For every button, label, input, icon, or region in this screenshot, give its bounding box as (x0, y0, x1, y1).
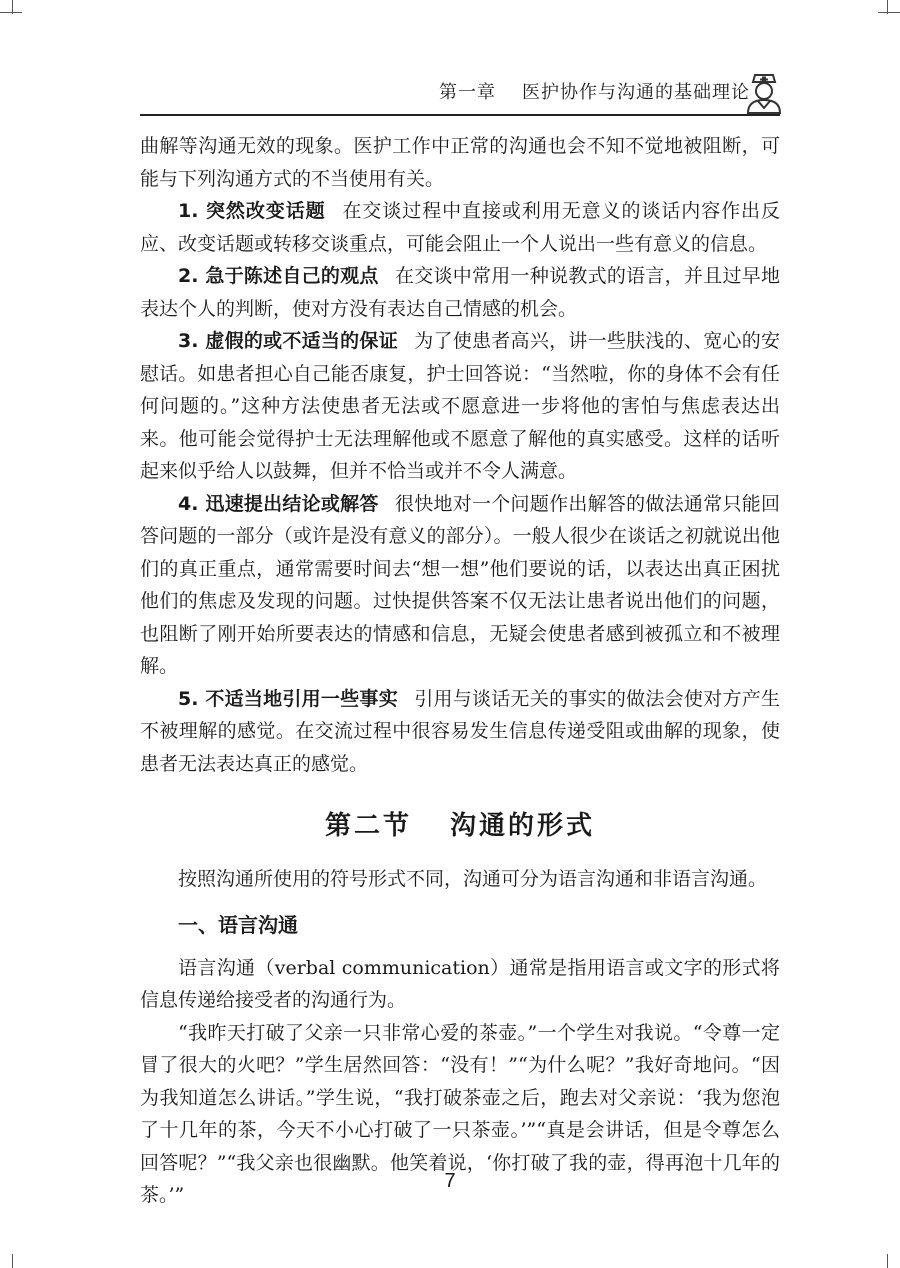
running-header (140, 78, 790, 104)
header-chapter: 第一章 (439, 82, 496, 103)
subsection-title: 一、语言沟通 (178, 913, 298, 937)
crop-mark (887, 1254, 888, 1268)
header-title: 医护协作与沟通的基础理论 (522, 82, 750, 103)
item-heading: 5. 不适当地引用一些事实 (178, 687, 398, 710)
list-item (140, 260, 780, 325)
item-text: 很快地对一个问题作出解答的做法通常只能回答问题的一部分（或许是没有意义的部分）。一般人很少在谈话之初就说出他们的真正重点，通常需要时间去“想一想”他们要说的话，以表达出真正困扰他们的焦虑及发现的问题。过快提供答案不仅无法让患者说出他们的问题，也阻断了刚开始所要表达的情感和信息，无疑会使患者感到被孤立和不被理解。 (140, 492, 780, 677)
paragraph: 曲解等沟通无效的现象。医护工作中正常的沟通也会不知不觉地被阻断，可能与下列沟通方式的不当使用有关。 (140, 135, 780, 190)
page-number: 7 (444, 1170, 456, 1192)
nurse-icon (744, 72, 784, 114)
list-item (140, 683, 780, 781)
item-text: 引用与谈话无关的事实的做法会使对方产生不被理解的感觉。在交流过程中很容易发生信息传递受阻或曲解的现象，使患者无法表达真正的感觉。 (140, 687, 780, 775)
crop-mark (0, 12, 22, 13)
paragraph: 按照沟通所使用的符号形式不同，沟通可分为语言沟通和非语言沟通。 (178, 867, 768, 890)
item-text: 在交谈过程中直接或利用无意义的谈话内容作出反应、改变话题或转移交谈重点，可能会阻止一个人说出一些有意义的信息。 (140, 200, 780, 255)
item-heading: 1. 突然改变话题 (178, 200, 326, 222)
page-body (140, 130, 780, 1212)
item-heading: 4. 迅速提出结论或解答 (178, 492, 379, 515)
section-title (140, 810, 780, 843)
paragraph: “我昨天打破了父亲一只非常心爱的茶壶。”一个学生对我说。“令尊一定冒了很大的火吧？”学生居然回答：“没有！”“为什么呢？”我好奇地问。“因为我知道怎么讲话。”学生说，“我打破茶壶之后，跑去对父亲说：‘我为您泡了十几年的茶，今天不小心打破了一只茶壶。’”“真是会讲话，但是令尊怎么回答呢？”“我父亲也很幽默。他笑着说，‘你打破了我的壶，得再泡十几年的茶。’” (140, 1021, 780, 1206)
section-number: 第二节 (324, 811, 412, 841)
item-heading: 2. 急于陈述自己的观点 (178, 265, 379, 287)
item-text: 在交谈中常用一种说教式的语言，并且过早地表达个人的判断，使对方没有表达自己情感的机会。 (140, 265, 780, 320)
list-item (140, 488, 780, 683)
crop-mark (878, 12, 900, 13)
section-name: 沟通的形式 (450, 811, 596, 841)
list-item (140, 195, 780, 260)
list-item (140, 325, 780, 488)
item-text: 为了使患者高兴，讲一些肤浅的、宽心的安慰话。如患者担心自己能否康复，护士回答说：“当然啦，你的身体不会有任何问题的。”这种方法使患者无法或不愿意进一步将他的害怕与焦虑表达出来。他可能会觉得护士无法理解他或不愿意了解他的真实感受。这样的话听起来似乎给人以鼓舞，但并不恰当或并不令人满意。 (140, 330, 780, 482)
paragraph: 语言沟通（verbal communication）通常是指用语言或文字的形式将信息传递给接受者的沟通行为。 (140, 956, 780, 1011)
header-rule (140, 114, 780, 116)
item-heading: 3. 虚假的或不适当的保证 (178, 330, 398, 352)
crop-mark (12, 1254, 13, 1268)
